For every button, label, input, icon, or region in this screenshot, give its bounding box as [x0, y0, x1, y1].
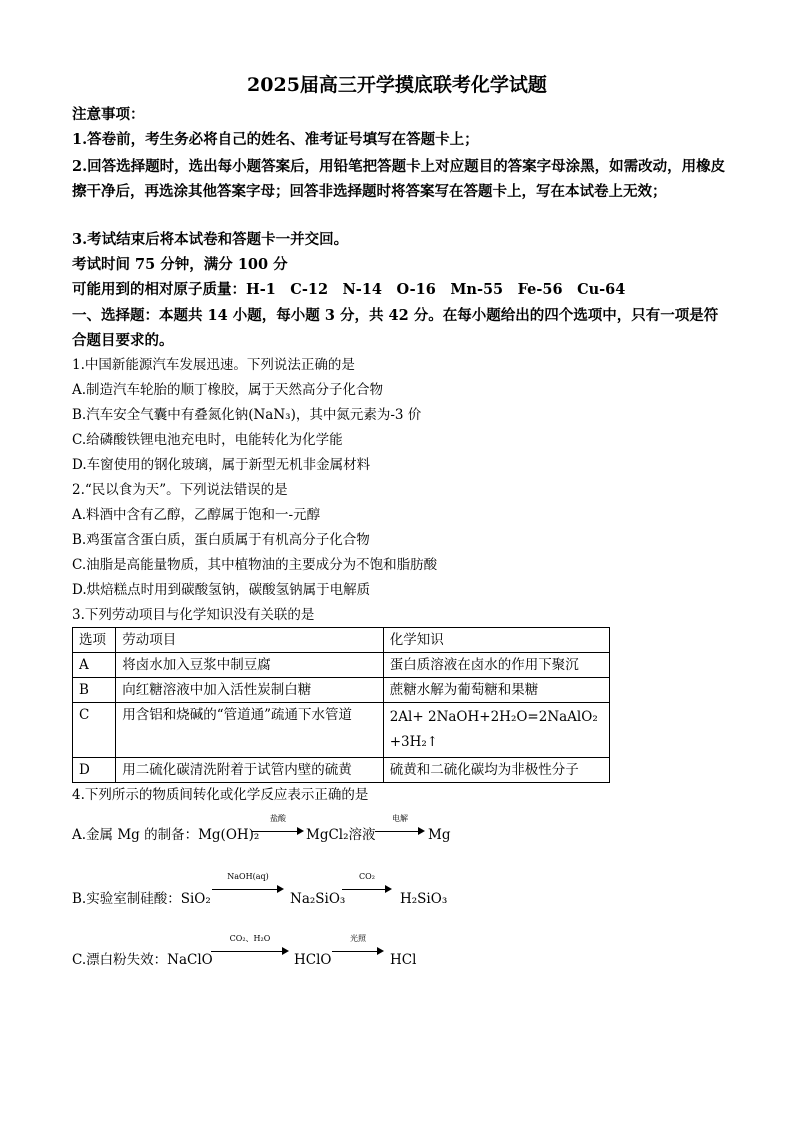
q1-option-c: C.给磷酸铁锂电池充电时，电能转化为化学能 [72, 432, 343, 448]
arrow-condition: 盐酸 [270, 814, 286, 823]
table-cell: 用二硫化碳清洗附着于试管内壁的硫黄 [116, 758, 383, 783]
table-row [73, 758, 610, 783]
exam-title: 2025届高三开学摸底联考化学试题 [247, 74, 547, 96]
reaction-arrow-icon [211, 934, 289, 956]
notice-item-3: 3.考试结束后将本试卷和答题卡一并交回。 [72, 231, 349, 248]
table-row [73, 678, 610, 703]
notice-item-2: 2.回答选择题时，选出每小题答案后，用铅笔把答题卡上对应题目的答案字母涂黑，如需改动，用橡皮擦干净后，再选涂其他答案字母；回答非选择题时将答案写在答题卡上，写在本试卷上无效； [72, 158, 726, 200]
table-cell: 将卤水加入豆浆中制豆腐 [116, 653, 383, 678]
table-cell: 向红糖溶液中加入活性炭制白糖 [116, 678, 383, 703]
arrow-condition: CO₂ [359, 872, 375, 881]
q4-a-mid: MgCl₂溶液 [306, 827, 376, 843]
exam-time: 考试时间 75 分钟，满分 100 分 [72, 256, 288, 273]
atomic-mass: 可能用到的相对原子质量：H-1 C-12 N-14 O-16 Mn-55 Fe-56 Cu-64 [72, 281, 626, 298]
q4-b-end: H₂SiO₃ [400, 891, 448, 907]
reaction-arrow-icon [375, 814, 425, 836]
notice-heading: 注意事项： [72, 106, 145, 123]
table-cell: B [73, 678, 116, 703]
table-cell: D [73, 758, 116, 783]
table-cell: C [73, 703, 116, 758]
table-header-cell: 选项 [73, 628, 116, 653]
q1-option-d: D.车窗使用的钢化玻璃，属于新型无机非金属材料 [72, 457, 371, 473]
arrow-condition: 光照 [350, 934, 366, 943]
arrow-condition: CO₂、H₂O [229, 934, 271, 943]
table-row [73, 703, 610, 758]
q4-c-mid: HClO [294, 952, 332, 968]
q2-option-c: C.油脂是高能量物质，其中植物油的主要成分为不饱和脂肪酸 [72, 557, 438, 573]
arrow-condition: 电解 [392, 814, 408, 823]
q4-stem: 4.下列所示的物质间转化或化学反应表示正确的是 [72, 787, 369, 803]
reaction-arrow-icon [332, 934, 384, 956]
q2-option-b: B.鸡蛋富含蛋白质，蛋白质属于有机高分子化合物 [72, 532, 370, 548]
q3-table [72, 627, 610, 783]
section-heading: 一、选择题：本题共 14 小题，每小题 3 分，共 42 分。在每小题给出的四个选项中，只有一项是符合题目要求的。 [72, 307, 719, 349]
table-header-cell: 化学知识 [383, 628, 609, 653]
arrow-condition: NaOH(aq) [227, 872, 269, 881]
reaction-arrow-icon [342, 872, 392, 894]
table-header-row [73, 628, 610, 653]
q1-option-b: B.汽车安全气囊中有叠氮化钠(NaN₃)，其中氮元素为-3 价 [72, 407, 422, 423]
q4-b-prefix: B.实验室制硅酸：SiO₂ [72, 891, 211, 907]
q2-option-d: D.烘焙糕点时用到碳酸氢钠，碳酸氢钠属于电解质 [72, 582, 371, 598]
q4-a-prefix: A.金属 Mg 的制备：Mg(OH)₂ [72, 827, 260, 843]
q1-option-a: A.制造汽车轮胎的顺丁橡胶，属于天然高分子化合物 [72, 382, 384, 398]
table-cell: A [73, 653, 116, 678]
q4-b-mid: Na₂SiO₃ [290, 891, 346, 907]
table-header-cell: 劳动项目 [116, 628, 383, 653]
notice-item-1: 1.答卷前，考生务必将自己的姓名、准考证号填写在答题卡上； [72, 131, 479, 148]
table-cell: 蛋白质溶液在卤水的作用下聚沉 [383, 653, 609, 678]
table-cell: 硫黄和二硫化碳均为非极性分子 [383, 758, 609, 783]
q2-stem: 2.“民以食为天”。下列说法错误的是 [72, 482, 288, 498]
q4-a-end: Mg [428, 827, 451, 843]
table-row [73, 653, 610, 678]
q1-stem: 1.中国新能源汽车发展迅速。下列说法正确的是 [72, 357, 355, 373]
table-cell: 用含铝和烧碱的“管道通”疏通下水管道 [116, 703, 383, 758]
q2-option-a: A.料酒中含有乙醇，乙醇属于饱和一-元醇 [72, 507, 321, 523]
q3-stem: 3.下列劳动项目与化学知识没有关联的是 [72, 607, 315, 623]
table-cell: 2Al+ 2NaOH+2H₂O=2NaAlO₂ +3H₂↑ [383, 703, 609, 758]
q4-c-end: HCl [390, 952, 417, 968]
table-cell: 蔗糖水解为葡萄糖和果糖 [383, 678, 609, 703]
reaction-arrow-icon [212, 872, 284, 894]
q4-c-prefix: C.漂白粉失效：NaClO [72, 952, 213, 968]
reaction-arrow-icon [252, 814, 304, 836]
